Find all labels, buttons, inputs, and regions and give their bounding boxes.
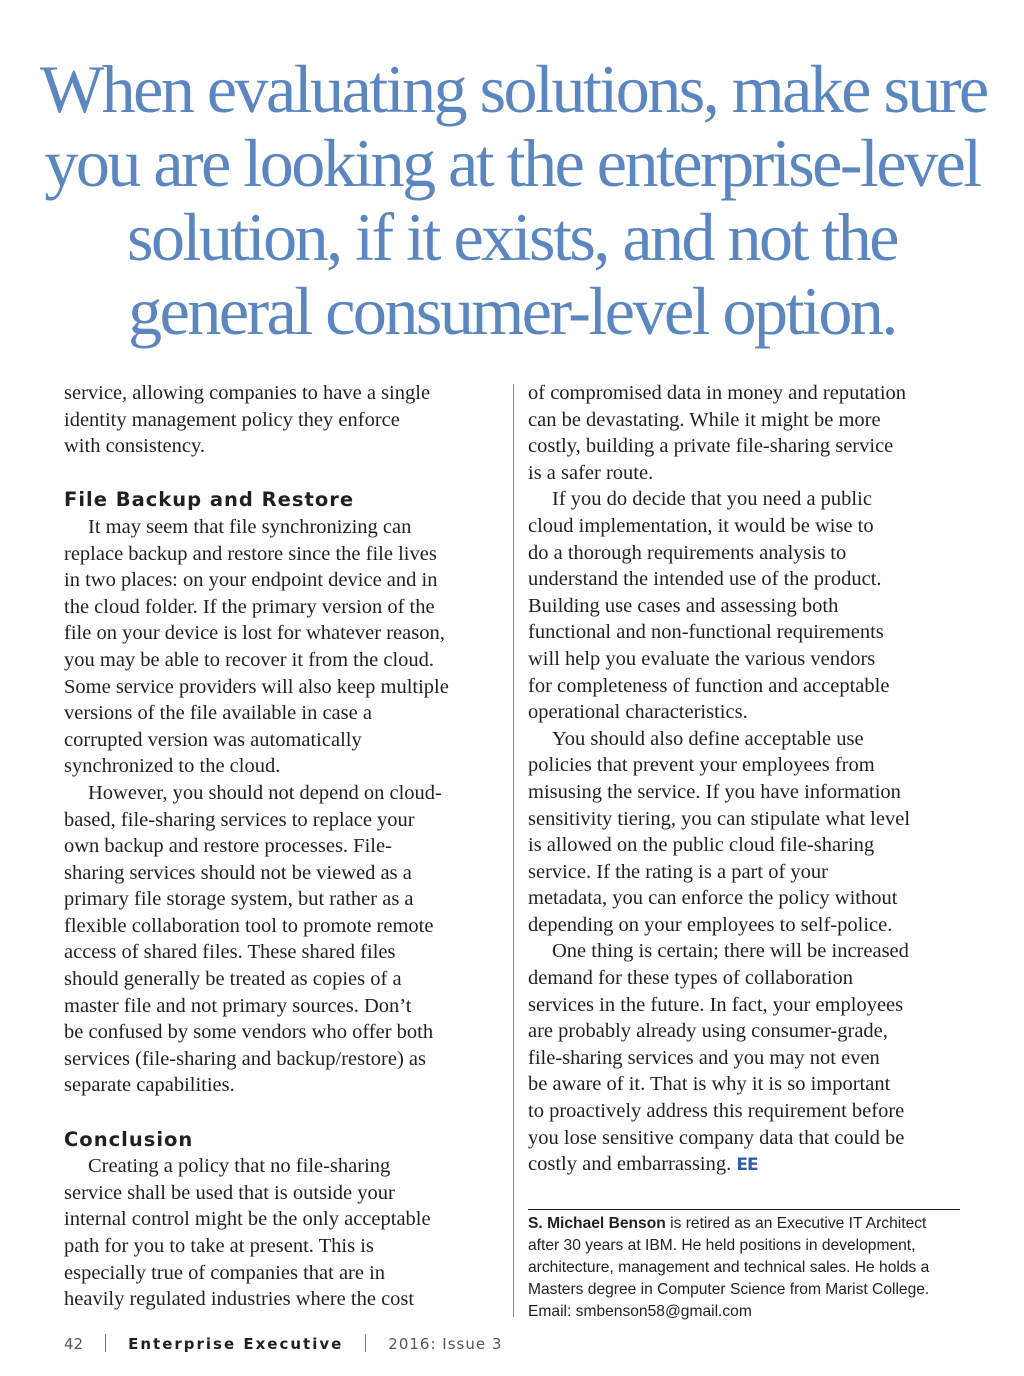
text-line: versions of the file available in case a [64,702,372,725]
bio-line: Masters degree in Computer Science from Marist College. [528,1281,930,1298]
page-footer [64,1332,502,1356]
text-line: internal control might be the only acceptable [64,1208,431,1231]
text-line: is a safer route. [528,461,654,484]
text-line: will help you evaluate the various vendors [528,647,876,670]
text-line: is allowed on the public cloud file-sharing [528,834,875,857]
text-line: services (file-sharing and backup/restore) as [64,1047,427,1070]
text-line: file-sharing services and you may not even [528,1046,880,1069]
backup-paragraph-2 [64,780,500,1099]
text-line: be aware of it. That is why it is so important [528,1073,891,1096]
paragraph-gap [64,1099,500,1126]
paragraph-acceptable-use [528,726,968,939]
text-line: file on your device is lost for whatever reason, [64,622,445,645]
intro-paragraph [64,380,500,460]
text-line: policies that prevent your employees from [528,754,875,777]
text-line: separate capabilities. [64,1074,235,1097]
text-line: service shall be used that is outside your [64,1181,395,1204]
text-line: Some service providers will also keep multiple [64,675,449,698]
text-line: the cloud folder. If the primary version of the [64,595,435,618]
text-line: path for you to take at present. This is [64,1235,374,1257]
bio-divider-rule [528,1209,960,1210]
bio-email: Email: smbenson58@gmail.com [528,1303,752,1320]
text-line: sensitivity tiering, you can stipulate what level [528,807,911,830]
text-line: heavily regulated industries where the cost [64,1288,415,1311]
final-sentence: costly and embarrassing. [528,1153,732,1176]
text-line: should generally be treated as copies of a [64,968,402,991]
backup-paragraph-1 [64,514,500,780]
text-line: in two places: on your endpoint device and in [64,569,438,592]
text-line: However, you should not depend on cloud- [88,781,442,804]
pull-quote [40,51,987,349]
paragraph-gap [64,460,500,487]
left-column [64,380,500,1313]
right-column [528,380,968,1179]
text-line: misusing the service. If you have information [528,780,901,803]
section-heading-backup: File Backup and Restore [64,488,355,512]
text-line: It may seem that file synchronizing can [88,515,412,538]
text-line: own backup and restore processes. File- [64,835,392,858]
paragraph-public-cloud [528,486,968,725]
pull-quote-line: When evaluating solutions, make sure [40,51,987,127]
text-line: can be devastating. While it might be more [528,408,881,431]
text-line: of compromised data in money and reputation [528,382,907,404]
conclusion-paragraph-1 [64,1153,500,1313]
text-line: replace backup and restore since the file lives [64,542,437,565]
text-line: service. If the rating is a part of your [528,860,828,883]
text-line: corrupted version was automatically [64,728,362,751]
text-line: service, allowing companies to have a single [64,382,431,404]
text-line: do a thorough requirements analysis to [528,541,847,564]
footer-separator [365,1334,366,1352]
text-line: primary file storage system, but rather as a [64,888,414,911]
continued-paragraph [528,380,968,486]
text-line: with consistency. [64,435,206,458]
issue-label: 2016: Issue 3 [388,1335,503,1353]
bio-line [528,1213,968,1235]
pull-quote-line: you are looking at the enterprise-level [44,125,980,201]
text-line: for completeness of function and acceptable [528,674,890,697]
column-divider [513,384,514,1317]
text-line: depending on your employees to self-police. [528,913,893,936]
text-line: flexible collaboration tool to promote remote [64,914,434,937]
text-line-final [528,1151,968,1179]
text-line: Building use cases and assessing both [528,594,839,617]
text-line: costly, building a private file-sharing service [528,435,894,458]
section-heading-conclusion: Conclusion [64,1127,194,1151]
text-line: based, file-sharing services to replace your [64,808,415,831]
text-line: understand the intended use of the product. [528,568,882,591]
text-line: especially true of companies that are in [64,1261,386,1284]
text-line: services in the future. In fact, your employees [528,993,904,1016]
text-line: to proactively address this requirement before [528,1100,905,1123]
text-line: are probably already using consumer-grade, [528,1020,888,1043]
pull-quote-line: solution, if it exists, and not the [126,199,897,275]
text-line: master file and not primary sources. Don’t [64,994,412,1017]
text-line: access of shared files. These shared files [64,941,396,964]
paragraph-one-thing-certain [528,938,968,1178]
bio-line: architecture, management and technical sales. He holds a [528,1259,930,1276]
text-line: metadata, you can enforce the policy without [528,887,898,910]
page-number: 42 [64,1335,84,1353]
text-line: You should also define acceptable use [552,727,864,750]
text-line: functional and non-functional requirements [528,621,884,644]
bio-line-rest: is retired as an Executive IT Architect [665,1215,927,1232]
author-bio [528,1213,968,1323]
text-line: sharing services should not be viewed as a [64,861,412,884]
pull-quote-line: general consumer-level option. [128,273,896,349]
text-line: One thing is certain; there will be increased [552,940,909,963]
text-line: you lose sensitive company data that could be [528,1126,905,1149]
text-line: identity management policy they enforce [64,408,400,431]
bio-line: after 30 years at IBM. He held positions in development, [528,1237,916,1254]
end-mark-ee: EE [736,1155,758,1176]
text-line: synchronized to the cloud. [64,755,281,778]
text-line: you may be able to recover it from the cloud. [64,648,435,671]
text-line: Creating a policy that no file-sharing [88,1155,391,1178]
text-line: demand for these types of collaboration [528,967,854,990]
text-line: operational characteristics. [528,701,748,724]
author-name: S. Michael Benson [528,1215,666,1232]
text-line: cloud implementation, it would be wise to [528,514,874,537]
footer-separator [105,1334,106,1352]
text-line: be confused by some vendors who offer both [64,1021,434,1044]
publication-name: Enterprise Executive [128,1335,344,1353]
text-line: If you do decide that you need a public [552,488,872,511]
